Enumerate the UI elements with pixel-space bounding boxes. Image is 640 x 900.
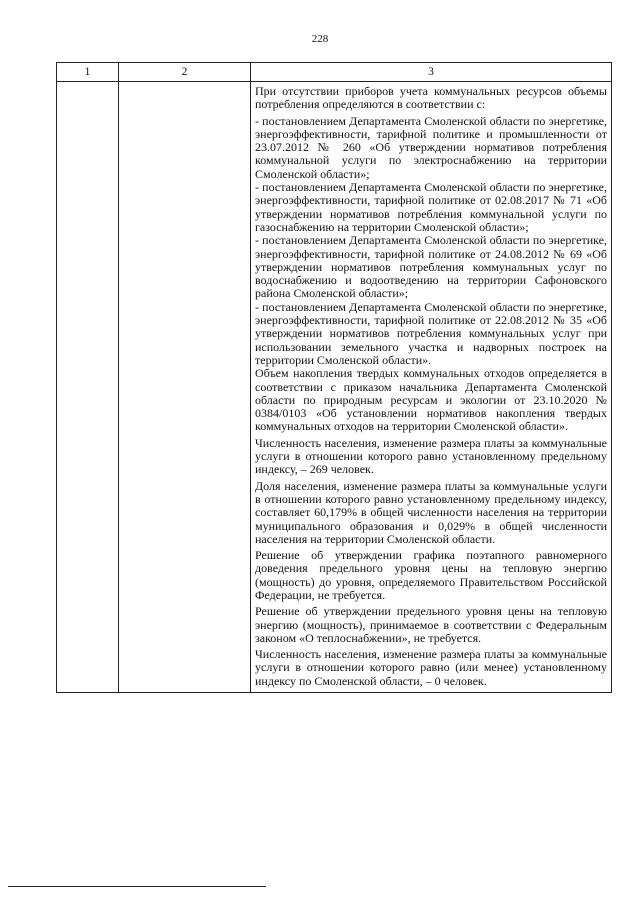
- paragraph-solid-waste: Объем накопления твердых коммунальных отходов определяется в соответствии с приказом начальника Департамента Смоленской области по природным ресурсам и экологии от 23.10.2020 № 0384/0103 «Об установлении нормативов накопления твердых коммунальных отходов на территории Смоленской области».: [255, 366, 607, 434]
- column-header-1: 1: [57, 63, 119, 82]
- table-header-row: [57, 63, 612, 82]
- paragraph-metering-intro: При отсутствии приборов учета коммунальных ресурсов объемы потребления определяются в соответствии с:: [255, 84, 607, 112]
- page-number: 228: [311, 33, 329, 45]
- paragraph-heat-price: Решение об утверждении предельного уровня цены на тепловую энергию (мощность), принимаемое в соответствии с Федеральным законом «О теплоснабжении», не требуется.: [255, 604, 607, 645]
- paragraph-resolution-electricity: - постановлением Департамента Смоленской области по энергетике, энергоэффективности, тарифной политике и промышленности от 23.07.2012 № 260 «Об утверждении нормативов потребления коммунальной услуги по электроснабжению на территории Смоленской области»;: [255, 113, 607, 181]
- empty-cell-column-1: [57, 82, 119, 693]
- column-header-3: 3: [251, 63, 612, 82]
- document-table: [56, 62, 612, 693]
- paragraph-population-share: Доля населения, изменение размера платы за коммунальные услуги в отношении которого равно установленному предельному индексу, составляет 60,179% в общей численности населения на территории муниципального образования и 0,029% в общей численности населения на территории Смоленской области.: [255, 478, 607, 546]
- paragraph-resolution-gas: - постановлением Департамента Смоленской области по энергетике, энергоэффективности, тарифной политике от 02.08.2017 № 71 «Об утверждении нормативов потребления коммунальной услуги по газоснабжению на территории Смоленской области»;: [255, 180, 607, 234]
- paragraph-resolution-water: - постановлением Департамента Смоленской области по энергетике, энергоэффективности, тарифной политике от 24.08.2012 № 69 «Об утверждении нормативов потребления коммунальных услуг по водоснабжению и водоотведению на территории Сафоновского района Смоленской области»;: [255, 233, 607, 301]
- table-row: [57, 82, 612, 693]
- paragraph-population-below-index: Численность населения, изменение размера платы за коммунальные услуги в отношении которого равно (или менее) установленному индексу по Смоленской области, – 0 человек.: [255, 647, 607, 688]
- content-cell-column-3: [251, 82, 612, 693]
- column-header-2: 2: [119, 63, 251, 82]
- paragraph-population-count: Численность населения, изменение размера платы за коммунальные услуги в отношении которого равно установленному предельному индексу, – 269 человек.: [255, 435, 607, 477]
- paragraph-heat-schedule: Решение об утверждении графика поэтапного равномерного доведения предельного уровня цены на тепловую энергию (мощность) до уровня, определяемого Правительством Российской Федерации, не требуется.: [255, 548, 607, 602]
- footnote-separator-line: [8, 886, 266, 887]
- paragraph-resolution-land: - постановлением Департамента Смоленской области по энергетике, энергоэффективности, тарифной политике от 22.08.2012 № 35 «Об утверждении нормативов потребления коммунальных услуг при использовании земельного участка и надворных построек на территории Смоленской области».: [255, 299, 607, 367]
- empty-cell-column-2: [119, 82, 251, 693]
